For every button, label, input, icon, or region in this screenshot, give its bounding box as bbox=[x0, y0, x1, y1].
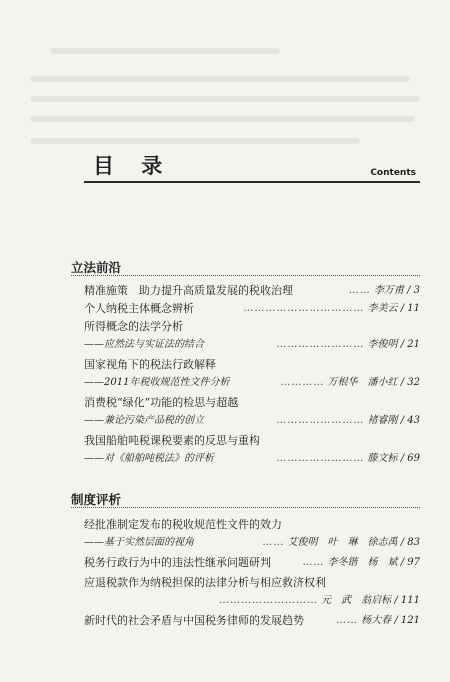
bleed-through-text bbox=[30, 0, 430, 150]
toc-entry[interactable]: 国家视角下的税法行政解释 ——2011年税收规范性文件分析 ………… 万根华 潘小红 / 32 bbox=[84, 358, 420, 388]
entry-title: 新时代的社会矛盾与中国税务律师的发展趋势 bbox=[84, 614, 304, 627]
section-heading: 立法前沿 bbox=[71, 260, 122, 275]
toc-page: 目 录 Contents 立法前沿 精准施策 助力提升高质量发展的税收治理 …… 李万甫 / 3 个人纳税主体概念辨析 …………………………… 李美云 / 11 所得概念的法学分析 ——应然法与实证法的结合 …………………… 李俊明 / 21 国家视角下的税法行政解释 ——2011年税收规范性文件分析 ………… 万根华 潘小红 / 32 消费税“绿化”功能的检思与超越 ——兼论污染产品税的创立 …………………… 褚睿刚 / 43 我国船舶吨税课税要素的反思与重构 ——对《船舶吨税法》的评析 …………………… 滕文标 / 69 制度评析 经批准制定发布的税收规范性文件的效力 ——基于实然层面的视角 …… 艾俊明 叶 琳 徐志禹 / 83 税务行政行为中的违法性继承问题研判 …… 李冬锴 杨 斌 / 97 应退税款作为纳税担保的法律分析与相应救济权利 ……………………… 元 武 翁启标 / 111 新时代的社会矛盾与中国税务律师的发展趋势 …… 杨大春 / 121 bbox=[0, 0, 450, 682]
entry-title: 消费税“绿化”功能的检思与超越 bbox=[84, 396, 239, 409]
entry-page: / 3 bbox=[407, 285, 420, 296]
entry-title: 所得概念的法学分析 bbox=[84, 320, 183, 333]
toc-entry[interactable]: 消费税“绿化”功能的检思与超越 ——兼论污染产品税的创立 …………………… 褚睿刚 / 43 bbox=[84, 396, 420, 426]
entry-subtitle: ——应然法与实证法的结合 bbox=[84, 339, 204, 350]
entry-page: / 43 bbox=[400, 415, 420, 426]
toc-entry[interactable]: 经批准制定发布的税收规范性文件的效力 ——基于实然层面的视角 …… 艾俊明 叶 琳 徐志禹 / 83 bbox=[84, 518, 420, 548]
entry-title: 我国船舶吨税课税要素的反思与重构 bbox=[84, 434, 260, 447]
entry-author: 万根华 潘小红 bbox=[327, 377, 398, 388]
entry-page: / 121 bbox=[394, 615, 420, 626]
toc-entry[interactable]: 所得概念的法学分析 ——应然法与实证法的结合 …………………… 李俊明 / 21 bbox=[84, 320, 420, 350]
toc-entry[interactable]: 我国船舶吨税课税要素的反思与重构 ——对《船舶吨税法》的评析 …………………… 滕文标 / 69 bbox=[84, 434, 420, 464]
entry-subtitle: ——2011年税收规范性文件分析 bbox=[84, 377, 230, 388]
section-rule bbox=[71, 275, 420, 276]
entry-author: 李美云 bbox=[367, 303, 398, 314]
entry-title: 经批准制定发布的税收规范性文件的效力 bbox=[84, 518, 282, 531]
entry-author: 李冬锴 杨 斌 bbox=[327, 557, 398, 568]
toc-title: 目 录 bbox=[93, 153, 173, 178]
entry-author: 褚睿刚 bbox=[367, 415, 398, 426]
entry-subtitle: ——对《船舶吨税法》的评析 bbox=[84, 453, 214, 464]
entry-author: 元 武 翁启标 bbox=[321, 595, 392, 606]
entry-title: 税务行政行为中的违法性继承问题研判 bbox=[84, 556, 271, 569]
entry-author: 滕文标 bbox=[367, 453, 398, 464]
entry-page: / 21 bbox=[400, 339, 420, 350]
entry-page: / 83 bbox=[400, 537, 420, 548]
entry-title: 精准施策 助力提升高质量发展的税收治理 bbox=[84, 284, 293, 297]
section-heading: 制度评析 bbox=[71, 492, 122, 507]
title-rule bbox=[84, 181, 420, 183]
toc-entry[interactable]: 应退税款作为纳税担保的法律分析与相应救济权利 ……………………… 元 武 翁启标 / 111 bbox=[84, 576, 420, 606]
entry-page: / 69 bbox=[400, 453, 420, 464]
entry-page: / 32 bbox=[400, 377, 420, 388]
entry-page: / 111 bbox=[394, 595, 420, 606]
section-rule bbox=[71, 507, 420, 508]
entry-author: 李俊明 bbox=[367, 339, 398, 350]
entry-author: 杨大春 bbox=[361, 615, 392, 626]
entry-subtitle: ——兼论污染产品税的创立 bbox=[84, 415, 204, 426]
entry-page: / 11 bbox=[400, 303, 420, 314]
entry-author: 李万甫 bbox=[373, 285, 404, 296]
entry-title: 国家视角下的税法行政解释 bbox=[84, 358, 216, 371]
toc-subtitle: Contents bbox=[370, 168, 416, 178]
entry-title: 个人纳税主体概念辨析 bbox=[84, 302, 194, 315]
entry-author: 艾俊明 叶 琳 徐志禹 bbox=[287, 537, 398, 548]
entry-title: 应退税款作为纳税担保的法律分析与相应救济权利 bbox=[84, 576, 326, 589]
entry-page: / 97 bbox=[400, 557, 420, 568]
entry-subtitle: ——基于实然层面的视角 bbox=[84, 537, 194, 548]
